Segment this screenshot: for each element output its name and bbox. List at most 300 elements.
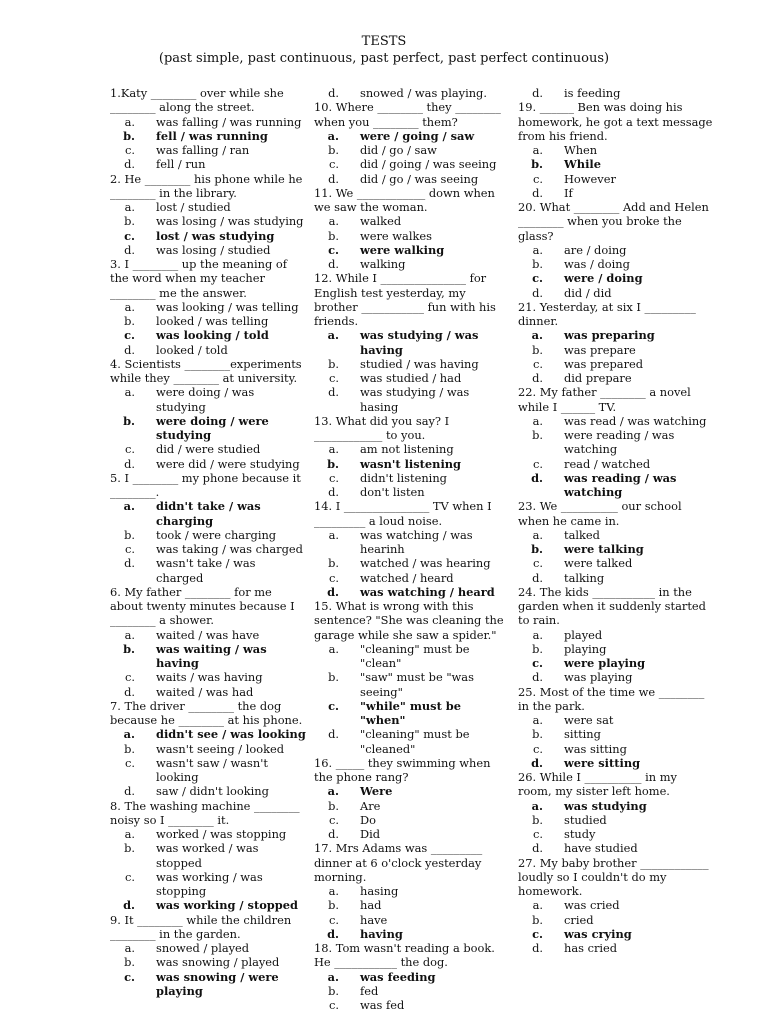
option-letter: a. bbox=[124, 827, 135, 841]
question-block bbox=[110, 86, 306, 172]
question-text: 21. Yesterday, at six I _________ dinner. bbox=[518, 299, 696, 328]
question-block bbox=[110, 799, 306, 913]
option-letter: a. bbox=[328, 884, 339, 898]
answer-option bbox=[314, 884, 508, 898]
answer-option bbox=[110, 556, 306, 585]
option-letter: c. bbox=[328, 470, 339, 485]
option-letter: a. bbox=[124, 627, 135, 642]
answer-option bbox=[314, 86, 508, 100]
option-letter: b. bbox=[328, 983, 339, 998]
option-text: While bbox=[564, 157, 601, 172]
option-text: having bbox=[360, 926, 403, 941]
option-letter: a. bbox=[532, 627, 543, 642]
question-block bbox=[314, 414, 508, 500]
answer-option bbox=[518, 172, 714, 186]
option-text: saw / didn't looking bbox=[156, 784, 269, 799]
answer-option-correct bbox=[110, 328, 306, 342]
answer-option-correct bbox=[314, 328, 508, 357]
option-text: was playing bbox=[564, 670, 633, 685]
option-text: were sitting bbox=[564, 755, 641, 770]
answer-option-correct bbox=[314, 129, 508, 143]
option-text: was losing / was studying bbox=[156, 214, 304, 229]
question-block bbox=[314, 941, 508, 1012]
answer-option bbox=[110, 200, 306, 214]
option-letter: d. bbox=[328, 171, 339, 186]
option-text: However bbox=[564, 171, 616, 186]
answer-option-correct bbox=[518, 799, 714, 813]
option-letter: c. bbox=[532, 271, 543, 286]
option-letter: c. bbox=[124, 969, 135, 984]
answer-option-correct bbox=[518, 656, 714, 670]
answer-option bbox=[314, 913, 508, 927]
answer-option bbox=[110, 870, 306, 899]
answer-option bbox=[518, 713, 714, 727]
option-letter: a. bbox=[327, 328, 339, 343]
option-letter: c. bbox=[124, 442, 135, 457]
page-header bbox=[0, 33, 768, 67]
option-text: had bbox=[360, 898, 382, 913]
answer-option-correct bbox=[314, 457, 508, 471]
option-letter: d. bbox=[124, 242, 135, 257]
option-letter: a. bbox=[124, 299, 135, 314]
option-letter: b. bbox=[328, 228, 339, 243]
answer-option bbox=[110, 756, 306, 785]
option-letter: b. bbox=[123, 413, 135, 428]
option-text: was waiting / was having bbox=[156, 641, 267, 670]
option-text: did / were studied bbox=[156, 442, 261, 457]
option-text: was prepare bbox=[564, 342, 636, 357]
answer-option-correct bbox=[518, 471, 714, 500]
answer-option-correct bbox=[314, 243, 508, 257]
option-text: was sitting bbox=[564, 741, 627, 756]
option-letter: a. bbox=[532, 143, 543, 157]
answer-option-correct bbox=[110, 727, 306, 741]
option-text: walked bbox=[360, 214, 402, 229]
question-block bbox=[110, 257, 306, 357]
option-letter: d. bbox=[532, 941, 543, 955]
answer-option bbox=[110, 784, 306, 798]
option-text: were doing / were studying bbox=[156, 413, 269, 442]
option-text: were playing bbox=[564, 656, 646, 670]
page-subtitle: (past simple, past continuous, past perfect, past perfect continuous) bbox=[158, 51, 610, 66]
option-text: did / going / was seeing bbox=[360, 157, 497, 172]
option-text: studied / was having bbox=[360, 356, 479, 371]
answer-option bbox=[518, 628, 714, 642]
option-letter: c. bbox=[124, 869, 135, 884]
option-letter: a. bbox=[532, 713, 543, 727]
option-text: was preparing bbox=[564, 328, 655, 343]
question-text: 4. Scientists ________experiments while they ________ at university. bbox=[110, 356, 302, 385]
question-block bbox=[110, 357, 306, 471]
option-letter: c. bbox=[328, 912, 339, 927]
option-text: didn't listening bbox=[360, 470, 447, 485]
answer-option-correct bbox=[314, 970, 508, 984]
answer-option-correct bbox=[110, 499, 306, 528]
option-text: Do bbox=[360, 812, 376, 827]
answer-option bbox=[110, 300, 306, 314]
option-letter: c. bbox=[328, 157, 339, 172]
option-letter: b. bbox=[531, 542, 543, 556]
option-text: looked / told bbox=[156, 342, 228, 357]
option-letter: d. bbox=[532, 285, 543, 300]
question-column-3 bbox=[518, 86, 714, 955]
option-text: was studying / was having bbox=[360, 328, 479, 357]
answer-option bbox=[518, 941, 714, 955]
answer-option bbox=[110, 457, 306, 471]
option-text: lost / studied bbox=[156, 200, 231, 214]
answer-option bbox=[518, 143, 714, 157]
answer-option bbox=[314, 556, 508, 570]
option-text: "cleaning" must be "clean" bbox=[360, 641, 470, 670]
option-text: did / did bbox=[564, 285, 612, 300]
answer-option bbox=[110, 442, 306, 456]
option-text: snowed / played bbox=[156, 941, 250, 955]
question-text: 19. ______ Ben was doing his homework, he got a text message from his friend. bbox=[518, 100, 713, 143]
option-letter: a. bbox=[532, 898, 543, 913]
question-text: 1.Katy ________ over while she ________ along the street. bbox=[110, 86, 284, 115]
answer-option-correct bbox=[314, 699, 508, 728]
option-text: was watching / was hearinh bbox=[360, 527, 473, 556]
answer-option bbox=[518, 257, 714, 271]
option-text: hasing bbox=[360, 884, 399, 898]
answer-option-correct bbox=[314, 784, 508, 798]
answer-option bbox=[314, 799, 508, 813]
option-letter: a. bbox=[328, 214, 339, 229]
question-text: 10. Where ________ they ________ when you ________ them? bbox=[314, 100, 501, 129]
option-text: waited / was have bbox=[156, 627, 260, 642]
option-letter: b. bbox=[328, 143, 339, 157]
answer-option-correct bbox=[518, 328, 714, 342]
option-letter: d. bbox=[327, 926, 339, 941]
option-text: sitting bbox=[564, 727, 601, 742]
option-letter: a. bbox=[327, 128, 339, 143]
question-text: 9. It ________ while the children ________ in the garden. bbox=[110, 912, 292, 941]
option-letter: c. bbox=[328, 998, 339, 1012]
option-text: was working / stopped bbox=[156, 898, 298, 913]
option-letter: b. bbox=[124, 955, 135, 970]
option-letter: d. bbox=[532, 570, 543, 585]
question-text: 26. While I __________ in my room, my sister left home. bbox=[518, 770, 677, 799]
answer-option bbox=[518, 670, 714, 684]
option-text: Did bbox=[360, 827, 381, 841]
answer-option bbox=[518, 727, 714, 741]
answer-option bbox=[110, 955, 306, 969]
question-text: 5. I ________ my phone because it ________. bbox=[110, 470, 301, 499]
option-text: watched / was hearing bbox=[360, 556, 491, 571]
question-block bbox=[518, 86, 714, 100]
option-letter: b. bbox=[532, 812, 543, 827]
option-text: was taking / was charged bbox=[156, 542, 303, 556]
option-text: was working / was stopping bbox=[156, 869, 263, 898]
answer-option bbox=[314, 172, 508, 186]
page-title: TESTS bbox=[361, 34, 407, 49]
option-letter: b. bbox=[124, 527, 135, 542]
question-text: 11. We ____________ down when we saw the woman. bbox=[314, 185, 495, 214]
answer-option-correct bbox=[518, 157, 714, 171]
option-text: was losing / studied bbox=[156, 242, 271, 257]
option-letter: a. bbox=[531, 798, 543, 813]
option-letter: c. bbox=[532, 656, 543, 670]
option-text: fell / was running bbox=[156, 128, 268, 143]
option-letter: c. bbox=[328, 812, 339, 827]
answer-option bbox=[518, 371, 714, 385]
option-text: was studied / had bbox=[360, 371, 462, 385]
answer-option bbox=[110, 343, 306, 357]
option-letter: c. bbox=[532, 356, 543, 371]
option-text: wasn't take / was charged bbox=[156, 556, 256, 585]
answer-option bbox=[314, 157, 508, 171]
question-text: 13. What did you say? I ____________ to you. bbox=[314, 413, 450, 442]
option-letter: a. bbox=[124, 114, 135, 129]
option-text: was falling / ran bbox=[156, 143, 250, 157]
option-text: took / were charging bbox=[156, 527, 277, 542]
option-letter: d. bbox=[123, 898, 135, 913]
question-block bbox=[314, 756, 508, 842]
option-text: has cried bbox=[564, 941, 618, 955]
option-text: worked / was stopping bbox=[156, 827, 287, 841]
answer-option bbox=[314, 528, 508, 557]
question-text: 6. My father ________ for me about twenty minutes because I ________ a shower. bbox=[110, 584, 295, 628]
option-letter: d. bbox=[328, 385, 339, 400]
option-letter: a. bbox=[327, 969, 339, 984]
question-block bbox=[314, 841, 508, 941]
option-text: "saw" must be "was seeing" bbox=[360, 670, 474, 699]
option-text: were talked bbox=[564, 556, 633, 571]
answer-option bbox=[110, 742, 306, 756]
option-letter: b. bbox=[532, 641, 543, 656]
option-text: was feeding bbox=[360, 969, 436, 984]
answer-option bbox=[314, 143, 508, 157]
question-text: 25. Most of the time we ________ in the park. bbox=[518, 684, 705, 713]
answer-option bbox=[518, 913, 714, 927]
question-text: 20. What ________ Add and Helen ________ when you broke the glass? bbox=[518, 200, 709, 243]
answer-option bbox=[518, 457, 714, 471]
option-text: did prepare bbox=[564, 371, 632, 385]
option-text: did / go / was seeing bbox=[360, 171, 479, 186]
answer-option bbox=[110, 685, 306, 699]
option-letter: a. bbox=[328, 641, 339, 656]
option-letter: a. bbox=[123, 499, 135, 514]
question-text: 15. What is wrong with this sentence? "She was cleaning the garage while she saw a spider." bbox=[314, 599, 504, 642]
option-text: was looking / told bbox=[156, 328, 269, 343]
answer-option bbox=[110, 115, 306, 129]
answer-option bbox=[314, 385, 508, 414]
answer-option bbox=[314, 229, 508, 243]
option-text: am not listening bbox=[360, 442, 454, 457]
answer-option bbox=[518, 86, 714, 100]
answer-option bbox=[110, 314, 306, 328]
option-letter: d. bbox=[124, 684, 135, 699]
option-text: "while" must be "when" bbox=[360, 698, 462, 727]
question-block bbox=[314, 599, 508, 756]
question-text: 2. He ________ his phone while he ________ in the library. bbox=[110, 171, 303, 200]
answer-option bbox=[518, 528, 714, 542]
answer-option bbox=[314, 485, 508, 499]
option-letter: d. bbox=[532, 670, 543, 685]
option-text: fed bbox=[360, 983, 379, 998]
question-block bbox=[314, 86, 508, 100]
answer-option-correct bbox=[518, 927, 714, 941]
option-letter: c. bbox=[328, 570, 339, 585]
option-text: "cleaning" must be "cleaned" bbox=[360, 727, 470, 756]
option-text: was snowing / were playing bbox=[156, 969, 279, 998]
option-text: were doing / was studying bbox=[156, 385, 255, 414]
question-text: 8. The washing machine ________ noisy so I ________ it. bbox=[110, 798, 300, 827]
answer-option bbox=[518, 243, 714, 257]
option-text: was studying / was hasing bbox=[360, 385, 470, 414]
answer-option-correct bbox=[314, 585, 508, 599]
question-block bbox=[518, 499, 714, 585]
question-text: 27. My baby brother ____________ loudly so I couldn't do my homework. bbox=[518, 855, 709, 898]
option-letter: a. bbox=[124, 200, 135, 214]
answer-option bbox=[110, 827, 306, 841]
question-column-2 bbox=[314, 86, 508, 1012]
option-letter: a. bbox=[532, 413, 543, 428]
option-letter: b. bbox=[532, 257, 543, 271]
option-text: wasn't listening bbox=[360, 456, 462, 471]
answer-option-correct bbox=[110, 642, 306, 671]
option-letter: c. bbox=[532, 556, 543, 571]
option-text: were walking bbox=[360, 242, 445, 257]
answer-option bbox=[110, 214, 306, 228]
question-block bbox=[110, 913, 306, 999]
question-block bbox=[518, 100, 714, 200]
answer-option bbox=[518, 343, 714, 357]
option-text: were talking bbox=[564, 542, 644, 556]
option-letter: c. bbox=[532, 171, 543, 186]
answer-option bbox=[314, 471, 508, 485]
question-block bbox=[518, 770, 714, 856]
question-block bbox=[110, 172, 306, 258]
option-letter: c. bbox=[124, 143, 135, 157]
option-letter: b. bbox=[327, 456, 339, 471]
answer-option bbox=[314, 984, 508, 998]
option-text: was crying bbox=[564, 926, 632, 941]
option-text: have studied bbox=[564, 841, 638, 856]
option-text: have bbox=[360, 912, 388, 927]
option-text: snowed / was playing. bbox=[360, 86, 487, 100]
option-text: was looking / was telling bbox=[156, 299, 299, 314]
option-text: study bbox=[564, 827, 596, 841]
question-text: 14. I _______________ TV when I _________ a loud noise. bbox=[314, 499, 492, 528]
option-text: was / doing bbox=[564, 257, 630, 271]
answer-option bbox=[314, 898, 508, 912]
question-block bbox=[110, 699, 306, 799]
option-letter: c. bbox=[124, 670, 135, 685]
option-letter: c. bbox=[124, 542, 135, 556]
answer-option bbox=[314, 214, 508, 228]
option-text: was worked / was stopped bbox=[156, 841, 259, 870]
question-column-1 bbox=[110, 86, 306, 998]
question-block bbox=[518, 856, 714, 956]
option-text: When bbox=[564, 143, 598, 157]
question-block bbox=[518, 385, 714, 499]
answer-option bbox=[518, 556, 714, 570]
option-letter: d. bbox=[532, 185, 543, 200]
option-letter: a. bbox=[123, 727, 135, 742]
option-text: was prepared bbox=[564, 356, 644, 371]
answer-option-correct bbox=[110, 414, 306, 443]
option-text: played bbox=[564, 627, 603, 642]
answer-option-correct bbox=[314, 927, 508, 941]
question-block bbox=[518, 200, 714, 300]
option-letter: a. bbox=[531, 328, 543, 343]
option-text: was snowing / played bbox=[156, 955, 280, 970]
option-text: fell / run bbox=[156, 157, 206, 172]
option-text: lost / was studying bbox=[156, 228, 275, 243]
answer-option bbox=[110, 542, 306, 556]
question-block bbox=[518, 685, 714, 771]
answer-option-correct bbox=[518, 756, 714, 770]
answer-option bbox=[110, 528, 306, 542]
option-letter: d. bbox=[328, 727, 339, 742]
option-letter: b. bbox=[532, 428, 543, 442]
answer-option bbox=[518, 571, 714, 585]
answer-option bbox=[518, 186, 714, 200]
question-block bbox=[110, 471, 306, 585]
question-block bbox=[314, 499, 508, 599]
option-letter: d. bbox=[531, 470, 543, 485]
option-letter: a. bbox=[532, 527, 543, 542]
question-text: 22. My father ________ a novel while I ______ TV. bbox=[518, 385, 691, 414]
question-text: 24. The kids ___________ in the garden when it suddenly started to rain. bbox=[518, 584, 706, 628]
answer-option bbox=[314, 827, 508, 841]
answer-option bbox=[518, 286, 714, 300]
answer-option bbox=[518, 357, 714, 371]
question-text: 7. The driver ________ the dog because he ________ at his phone. bbox=[110, 698, 303, 727]
answer-option bbox=[518, 898, 714, 912]
option-text: studied bbox=[564, 812, 607, 827]
option-letter: b. bbox=[328, 356, 339, 371]
option-letter: d. bbox=[328, 86, 339, 100]
option-letter: c. bbox=[532, 456, 543, 471]
option-text: was watching / heard bbox=[360, 584, 495, 599]
option-letter: c. bbox=[328, 698, 339, 713]
answer-option bbox=[314, 670, 508, 699]
option-text: was cried bbox=[564, 898, 620, 913]
option-letter: d. bbox=[532, 86, 543, 100]
option-letter: d. bbox=[532, 371, 543, 385]
answer-option bbox=[110, 670, 306, 684]
option-text: walking bbox=[360, 257, 406, 271]
answer-option bbox=[110, 941, 306, 955]
option-letter: b. bbox=[531, 157, 543, 172]
option-letter: c. bbox=[328, 371, 339, 385]
answer-option-correct bbox=[110, 129, 306, 143]
option-letter: d. bbox=[124, 456, 135, 471]
option-text: were sat bbox=[564, 713, 614, 727]
option-text: talked bbox=[564, 527, 600, 542]
option-text: If bbox=[564, 185, 573, 200]
answer-option bbox=[314, 257, 508, 271]
option-letter: d. bbox=[124, 784, 135, 799]
option-letter: d. bbox=[328, 827, 339, 841]
option-text: watched / heard bbox=[360, 570, 454, 585]
option-text: were / going / saw bbox=[360, 128, 475, 143]
answer-option bbox=[518, 742, 714, 756]
option-letter: b. bbox=[124, 741, 135, 756]
answer-option-correct bbox=[110, 229, 306, 243]
option-text: waits / was having bbox=[156, 670, 263, 685]
option-letter: d. bbox=[124, 342, 135, 357]
option-letter: b. bbox=[328, 798, 339, 813]
option-text: was read / was watching bbox=[564, 413, 707, 428]
option-letter: c. bbox=[532, 827, 543, 841]
option-letter: c. bbox=[124, 755, 135, 770]
option-letter: b. bbox=[532, 727, 543, 742]
option-letter: a. bbox=[328, 527, 339, 542]
option-letter: b. bbox=[328, 670, 339, 685]
